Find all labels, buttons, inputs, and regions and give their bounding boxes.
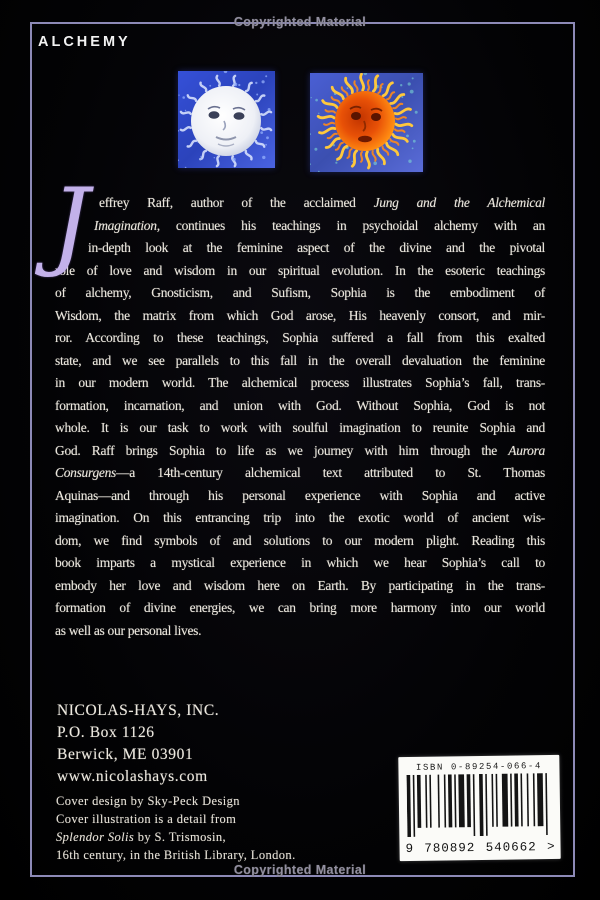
text-line: formation of divine energies, we can bring more harmony into our world (55, 600, 545, 615)
isbn-label: ISBN 0-89254-066-4 (415, 761, 543, 773)
publisher-block (57, 700, 219, 788)
publisher-name: NICOLAS-HAYS, INC. (57, 702, 220, 719)
copyright-watermark-bottom: Copyrighted Material (233, 863, 367, 877)
text-line: God. Raff brings Sophia to life as we journey with him through the Aurora (55, 442, 545, 458)
text-line: Consurgens—a 14th-century alchemical text attributed to St. Thomas (55, 465, 545, 480)
barcode-panel (398, 755, 560, 861)
text-line: whole. It is our task to work with soulful imagination to reunite Sophia and (55, 420, 545, 435)
cover-credits (56, 792, 296, 864)
text-line: state, and we see parallels to this fall in the overall devaluation the feminine (55, 352, 545, 368)
copyright-watermark-top: Copyrighted Material (233, 15, 367, 29)
ean-group-1: 780892 (424, 841, 476, 856)
moon-face-image (178, 71, 275, 168)
text-line: role of love and wisdom in our spiritual evolution. In the esoteric teachings (55, 262, 545, 278)
ean-digits (405, 840, 555, 856)
text-line: Cover illustration is a detail from (56, 812, 237, 826)
text-line: Splendor Solis by S. Trismosin, (56, 830, 227, 844)
text-line: book imparts a mystical experience in which we hear Sophia’s call to (55, 555, 545, 570)
drop-cap: J (51, 168, 90, 280)
text-line: in our modern world. The alchemical process illustrates Sophia’s fall, trans- (55, 375, 545, 390)
publisher-website: www.nicolashays.com (57, 768, 208, 785)
text-line: imagination. On this entrancing trip into the exotic world of ancient wis- (55, 510, 545, 525)
sun-face-image (310, 73, 423, 172)
text-line: Imagination, continues his teachings in psychoidal alchemy with an (94, 217, 545, 233)
ean-first-digit: 9 (405, 841, 415, 857)
publisher-po-box: P.O. Box 1126 (57, 724, 155, 741)
publisher-city: Berwick, ME 03901 (57, 746, 194, 763)
text-line: embody her love and wisdom here on Earth. By participating in the trans- (55, 577, 545, 593)
text-line: Cover design by Sky-Peck Design (56, 794, 240, 808)
text-line: dom, we find symbols of and solutions to our modern plight. Reading this (55, 532, 545, 548)
text-line: formation, incarnation, and union with God. Without Sophia, God is not (55, 397, 545, 413)
category-label: ALCHEMY (38, 34, 131, 50)
text-line: of alchemy, Gnosticism, and Sufism, Sophia is the embodiment of (55, 285, 545, 300)
text-line: Aquinas—and through his personal experience with Sophia and active (55, 487, 545, 503)
back-cover-blurb (51, 168, 545, 642)
text-line: effrey Raff, author of the acclaimed Jung and the Alchemical (99, 195, 545, 210)
text-line: ror. According to these teachings, Sophia suffered a fall from this exalted (55, 330, 545, 345)
barcode-icon (407, 773, 553, 837)
text-line: 16th century, in the British Library, London. (56, 848, 296, 862)
text-line: as well as our personal lives. (55, 622, 202, 638)
blurb-text (55, 192, 545, 642)
text-line: Wisdom, the matrix from which God arose, His heavenly consort, and mir- (55, 307, 545, 323)
ean-group-2: 540662 (485, 840, 537, 855)
text-line: in-depth look at the feminine aspect of the divine and the pivotal (88, 240, 545, 255)
ean-end-mark: > (546, 839, 556, 855)
